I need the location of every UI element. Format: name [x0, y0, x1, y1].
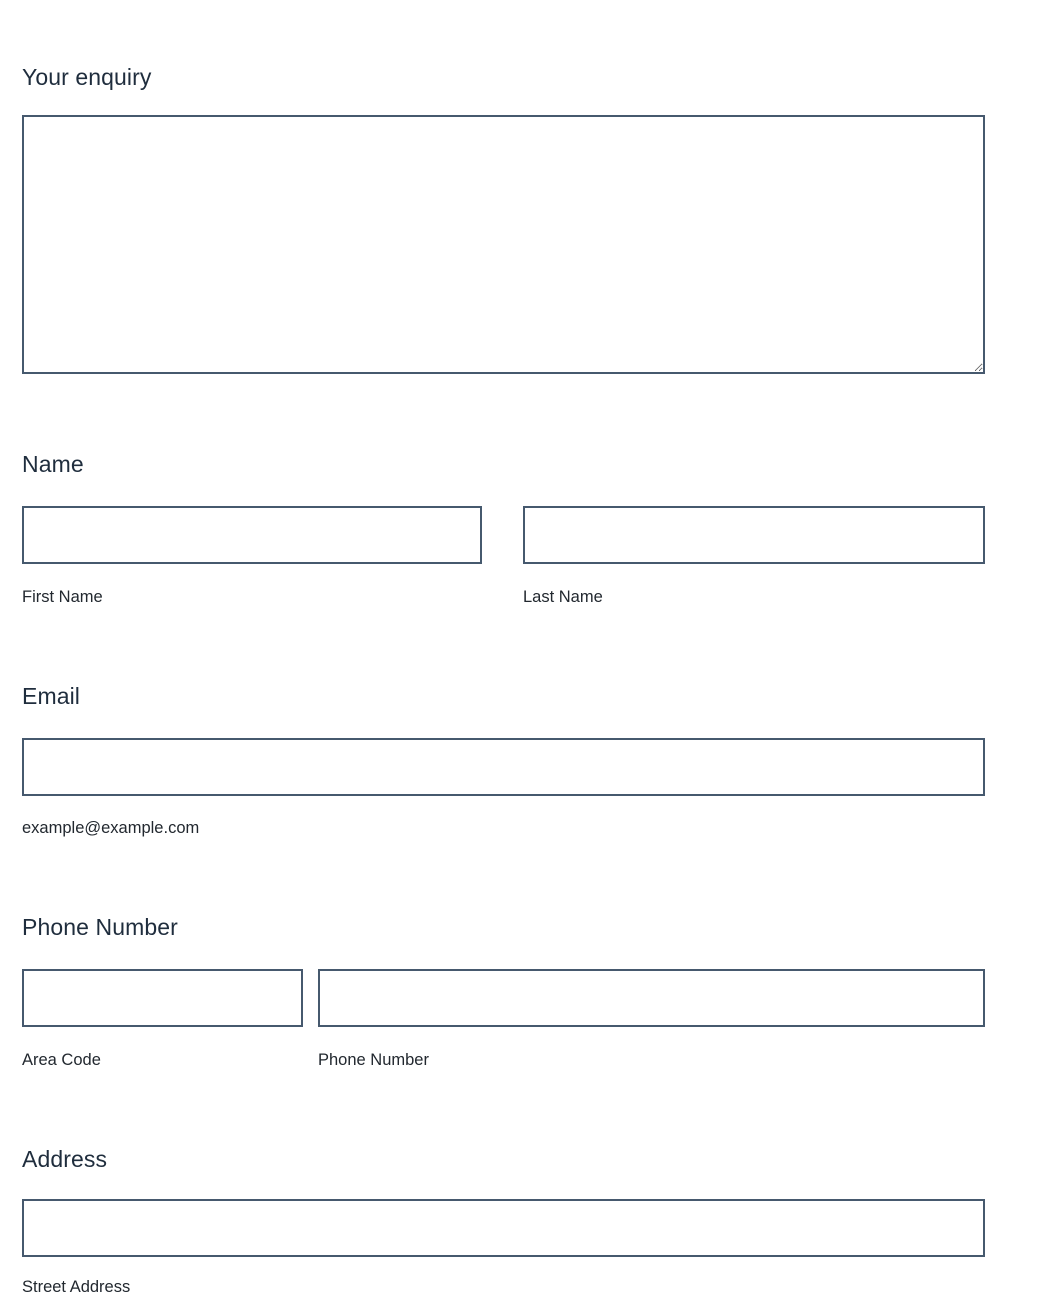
- last-name-input[interactable]: [523, 506, 985, 564]
- first-name-sublabel: First Name: [22, 588, 103, 606]
- area-code-input[interactable]: [22, 969, 303, 1027]
- first-name-input[interactable]: [22, 506, 482, 564]
- name-field-label: Name: [22, 451, 84, 477]
- phone-field-label: Phone Number: [22, 914, 178, 940]
- email-field-label: Email: [22, 683, 81, 709]
- last-name-sublabel: Last Name: [523, 588, 603, 606]
- enquiry-field-label: Your enquiry: [22, 64, 152, 90]
- email-input[interactable]: [22, 738, 985, 796]
- area-code-sublabel: Area Code: [22, 1051, 101, 1069]
- email-sublabel: example@example.com: [22, 819, 200, 837]
- enquiry-textarea[interactable]: [22, 115, 985, 374]
- phone-number-sublabel: Phone Number: [318, 1051, 429, 1069]
- address-field-label: Address: [22, 1146, 108, 1172]
- street-address-input[interactable]: [22, 1199, 985, 1257]
- street-address-sublabel: Street Address: [22, 1278, 131, 1296]
- phone-number-input[interactable]: [318, 969, 985, 1027]
